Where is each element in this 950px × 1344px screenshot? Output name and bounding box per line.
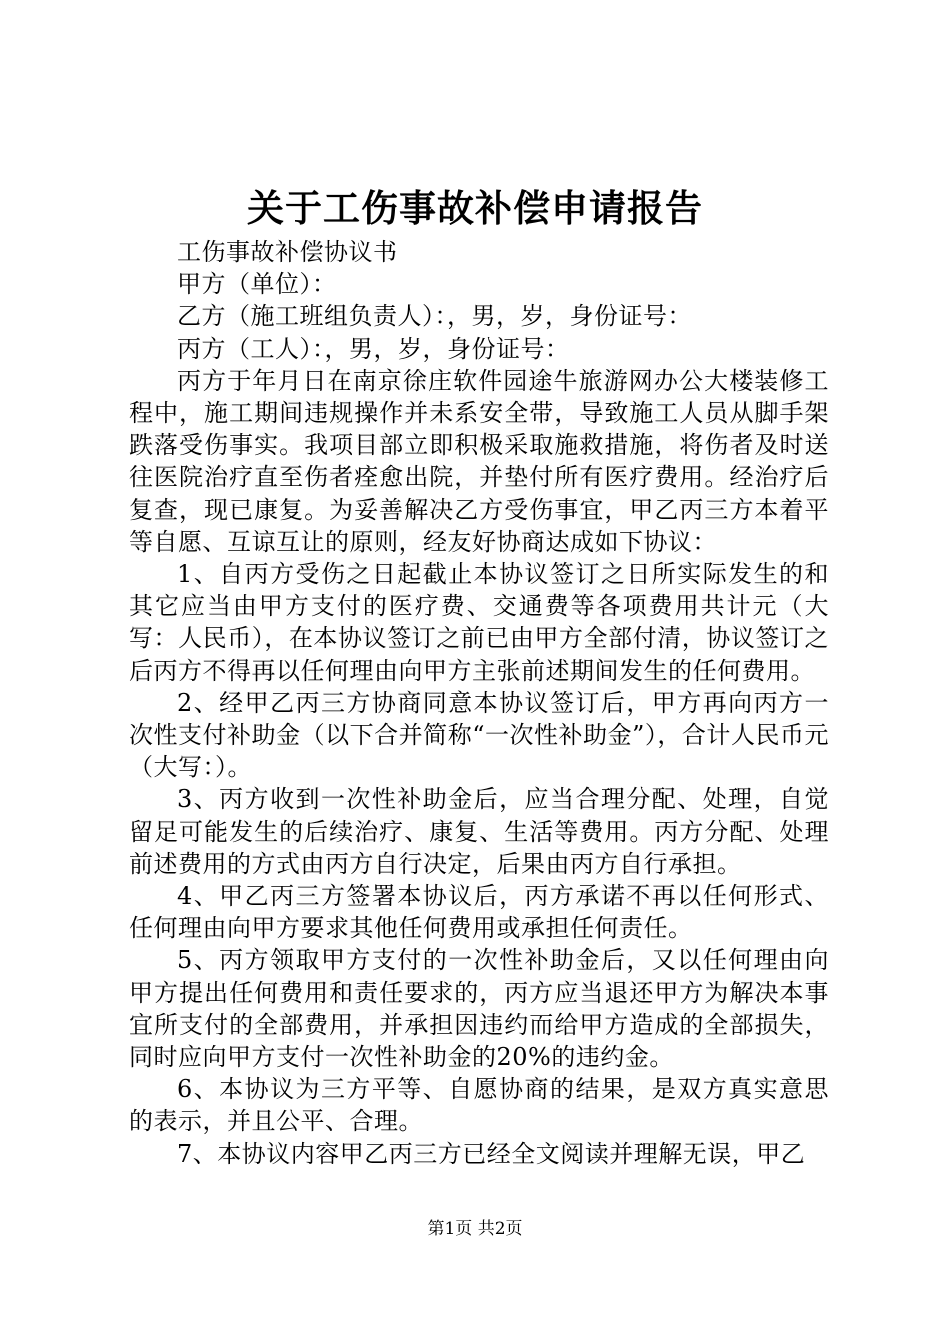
party-b-line: 乙方（施工班组负责人）：，男，岁，身份证号：	[177, 302, 692, 331]
clause-4: 4、甲乙丙三方签署本协议后，丙方承诺不再以任何形式、任何理由向甲方要求其他任何费用或承担任何责任。	[129, 882, 829, 943]
intro-paragraph: 丙方于年月日在南京徐庄软件园途牛旅游网办公大楼装修工程中，施工期间违规操作并未系安全带，导致施工人员从脚手架跌落受伤事实。我项目部立即积极采取施救措施，将伤者及时送往医院治疗直至伤者痊愈出院，并垫付所有医疗费用。经治疗后复查，现已康复。为妥善解决乙方受伤事宜，甲乙丙三方本着平等自愿、互谅互让的原则，经友好协商达成如下协议：	[129, 366, 829, 556]
document-body	[129, 236, 829, 1170]
document-title: 关于工伤事故补偿申请报告	[247, 186, 703, 230]
party-a-line: 甲方（单位）：	[177, 270, 337, 299]
clause-7: 7、本协议内容甲乙丙三方已经全文阅读并理解无误，甲乙	[177, 1139, 806, 1168]
party-c-line: 丙方（工人）：，男，岁，身份证号：	[177, 334, 570, 363]
clause-1: 1、自丙方受伤之日起截止本协议签订之日所实际发生的和其它应当由甲方支付的医疗费、交通费等各项费用共计元（大写：人民币），在本协议签订之前已由甲方全部付清，协议签订之后丙方不得再以任何理由向甲方主张前述期间发生的任何费用。	[129, 560, 829, 685]
agreement-subtitle: 工伤事故补偿协议书	[177, 238, 398, 266]
clause-6: 6、本协议为三方平等、自愿协商的结果，是双方真实意思的表示，并且公平、合理。	[129, 1075, 829, 1136]
clause-2: 2、经甲乙丙三方协商同意本协议签订后，甲方再向丙方一次性支付补助金（以下合并简称“一次性补助金”），合计人民币元（大写：）。	[129, 688, 829, 782]
clause-5: 5、丙方领取甲方支付的一次性补助金后，又以任何理由向甲方提出任何费用和责任要求的，丙方应当退还甲方为解决本事宜所支付的全部费用，并承担因违约而给甲方造成的全部损失，同时应向甲方支付一次性补助金的20%的违约金。	[129, 946, 829, 1072]
page-number-footer: 第1页 共2页	[427, 1219, 523, 1239]
clause-3: 3、丙方收到一次性补助金后，应当合理分配、处理，自觉留足可能发生的后续治疗、康复、生活等费用。丙方分配、处理前述费用的方式由丙方自行决定，后果由丙方自行承担。	[129, 785, 829, 878]
